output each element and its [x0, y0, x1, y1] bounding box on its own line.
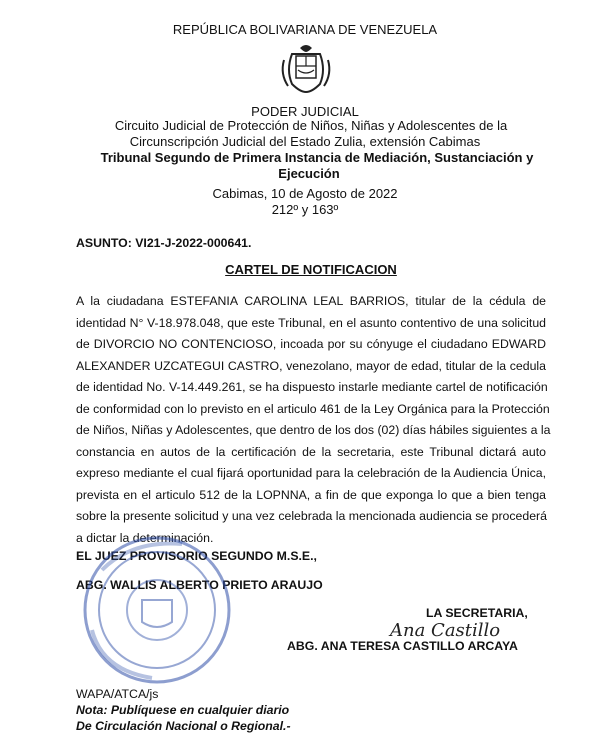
body-line: ALEXANDER UZCATEGUI CASTRO, venezolano, mayor de edad, titular de la cedula [76, 358, 546, 373]
document-date: Cabimas, 10 de Agosto de 2022 [212, 186, 398, 201]
circuit-line-2: Circunscripción Judicial del Estado Zulia, extensión Cabimas [129, 134, 481, 149]
body-line: de identidad No. V-14.449.261, se ha dispuesto instarle mediante cartel de notificación [76, 380, 548, 394]
subject-line: ASUNTO: VI21-J-2022-000641. [76, 236, 252, 250]
court-line-2: Ejecución [278, 166, 340, 181]
court-seal-stamp [62, 520, 242, 690]
judge-name: ABG. WALLIS ALBERTO PRIETO ARAUJO [76, 578, 323, 592]
branch-heading: PODER JUDICIAL [251, 104, 359, 119]
signature-text: Ana Castillo [390, 620, 501, 641]
note-line-2: De Circulación Nacional o Regional.- [76, 719, 291, 733]
judge-role: EL JUEZ PROVISORIO SEGUNDO M.S.E., [76, 549, 317, 563]
body-line: A la ciudadana ESTEFANIA CAROLINA LEAL BARRIOS, titular de la cédula de [76, 294, 546, 308]
secretary-name: ABG. ANA TERESA CASTILLO ARCAYA [287, 639, 518, 653]
country-heading: REPÚBLICA BOLIVARIANA DE VENEZUELA [172, 22, 438, 37]
body-line: identidad N° V-18.978.048, que este Tribunal, en el asunto contentivo de una solicitud [76, 315, 546, 330]
body-line: a dictar la determinación. [76, 530, 214, 545]
body-line: constancia en autos de la certificación de la secretaria, este Tribunal dictará auto [76, 444, 546, 459]
body-line: expreso mediante el cual fijará oportunidad para la celebración de la Audiencia Única, [76, 466, 546, 480]
note-line-1: Nota: Publíquese en cualquier diario [76, 703, 290, 717]
body-line: de Niños, Niñas y Adolescentes, que dentro de los dos (02) días hábiles siguientes a la [76, 423, 551, 437]
court-line-1: Tribunal Segundo de Primera Instancia de Mediación, Sustanciación y [100, 150, 534, 165]
document-title: CARTEL DE NOTIFICACION [225, 262, 397, 277]
coat-of-arms-icon [278, 40, 334, 96]
initials: WAPA/ATCA/js [76, 687, 159, 701]
body-line: sobre la presente solicitud y una vez celebrada la mencionada audiencia se procederá [76, 509, 547, 523]
secretary-role: LA SECRETARIA, [426, 606, 528, 620]
body-line: prevista en el articulo 512 de la LOPNNA, a fin de que exponga lo que a bien tenga [76, 487, 546, 502]
circuit-line-1: Circuito Judicial de Protección de Niños, Niñas y Adolescentes de la [114, 118, 508, 133]
years-line: 212º y 163º [271, 202, 339, 217]
body-line: de DIVORCIO NO CONTENCIOSO, incoada por su cónyuge el ciudadano EDWARD [76, 337, 546, 351]
body-line: de conformidad con lo previsto en el articulo 461 de la Ley Orgánica para la Protección [76, 401, 550, 416]
